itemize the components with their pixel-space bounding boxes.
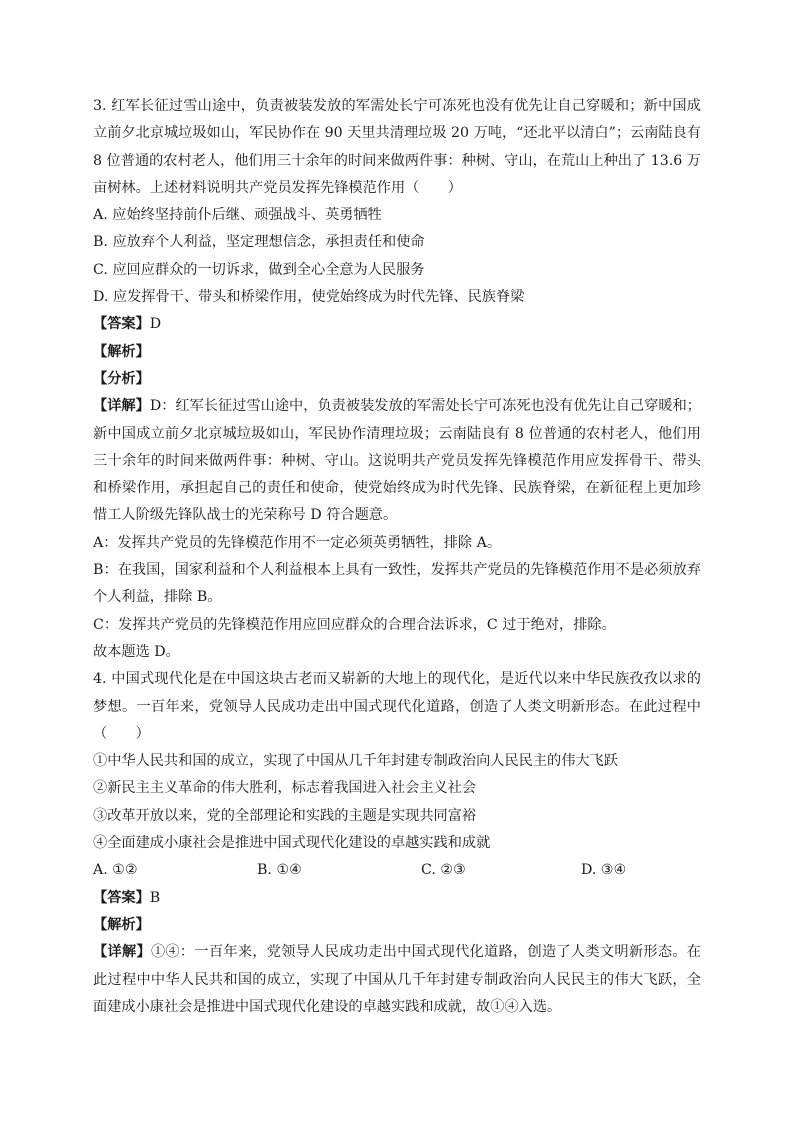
question-3-conclusion: 故本题选 D。	[93, 643, 180, 660]
question-3-analysis-heading	[93, 339, 701, 366]
question-3-detail	[93, 393, 701, 529]
question-4-option-d: D. ③④	[581, 862, 627, 879]
question-3-answer	[93, 311, 701, 338]
question-4-option-a: A. ①②	[93, 862, 138, 879]
question-4-statement-4: ④全面建成小康社会是推进中国式现代化建设的卓越实践和成就	[93, 835, 491, 852]
question-4-answer	[93, 885, 701, 912]
analysis-tag: 【解析】	[93, 916, 150, 933]
question-4-statement-1: ①中华人民共和国的成立，实现了中国从几千年封建专制政治向人民民主的伟大飞跃	[93, 753, 618, 770]
document-page	[93, 93, 701, 1021]
question-3-option-d: D. 应发挥骨干、带头和桥梁作用，使党始终成为时代先锋、民族脊梁	[93, 289, 525, 306]
question-4-analysis-heading	[93, 912, 701, 939]
question-3-fenxi-heading	[93, 366, 701, 393]
question-4-detail	[93, 939, 701, 1021]
question-4-option-b: B. ①④	[257, 862, 302, 879]
analysis-tag: 【解析】	[93, 343, 150, 360]
answer-value: D	[149, 316, 162, 333]
question-4-option-c: C. ②③	[421, 862, 466, 879]
question-4-statement-2: ②新民主主义革命的伟大胜利，标志着我国进入社会主义社会	[93, 780, 477, 797]
fenxi-tag: 【分析】	[93, 370, 150, 387]
question-4-options	[93, 857, 701, 884]
question-3-stem: 3. 红军长征过雪山途中，负责被装发放的军需处长宁可冻死也没有优先让自己穿暖和；新中国成立前夕北京城垃圾如山，军民协作在 90 天里共清理垃圾 20 万吨，“还北平以清白”；云南陆良有 8 位普通的农村老人，他们用三十余年的时间来做两件事：种树、守山，在荒山上种出了 13.6 万亩树林。上述材料说明共产党员发挥先锋模范作用（ ）	[93, 98, 701, 196]
detail-tag: 【详解】	[93, 944, 151, 961]
question-4-statement-3: ③改革开放以来，党的全部理论和实践的主题是实现共同富裕	[93, 807, 477, 824]
question-3-option-a: A. 应始终坚持前仆后继、顽强战斗、英勇牺牲	[93, 207, 382, 224]
answer-value: B	[149, 889, 161, 906]
question-3-option-b: B. 应放弃个人利益，坚定理想信念，承担责任和使命	[93, 234, 425, 251]
question-3-note-b: B：在我国，国家利益和个人利益根本上具有一致性，发挥共产党员的先锋模范作用不是必须放弃个人利益，排除 B。	[93, 562, 701, 606]
detail-text: D：红军长征过雪山途中，负责被装发放的军需处长宁可冻死也没有优先让自己穿暖和；新中国成立前夕北京城垃圾如山，军民协作清理垃圾；云南陆良有 8 位普通的农村老人，他们用三十余年的时间来做两件事：种树、守山。这说明共产党员发挥先锋模范作用应发挥骨干、带头和桥梁作用，承担起自己的责任和使命，使党始终成为时代先锋、民族脊梁，在新征程上更加珍惜工人阶级先锋队战士的光荣称号 D 符合题意。	[93, 398, 701, 524]
answer-tag: 【答案】	[93, 316, 150, 333]
question-4-stem: 4. 中国式现代化是在中国这块古老而又崭新的大地上的现代化，是近代以来中华民族孜孜以求的梦想。一百年来，党领导人民成功走出中国式现代化道路，创造了人类文明新形态。在此过程中（ ）	[93, 671, 701, 742]
detail-tag: 【详解】	[93, 398, 150, 415]
question-3-note-a: A：发挥共产党员的先锋模范作用不一定必须英勇牺牲，排除 A。	[93, 534, 502, 551]
question-3-option-c: C. 应回应群众的一切诉求，做到全心全意为人民服务	[93, 261, 425, 278]
detail-text: ①④：一百年来，党领导人民成功走出中国式现代化道路，创造了人类文明新形态。在此过程中中华人民共和国的成立，实现了中国从几千年封建专制政治向人民民主的伟大飞跃，全面建成小康社会是推进中国式现代化建设的卓越实践和成就，故①④入选。	[93, 944, 701, 1015]
answer-tag: 【答案】	[93, 889, 150, 906]
question-3-note-c: C：发挥共产党员的先锋模范作用应回应群众的合理合法诉求，C 过于绝对，排除。	[93, 616, 616, 633]
